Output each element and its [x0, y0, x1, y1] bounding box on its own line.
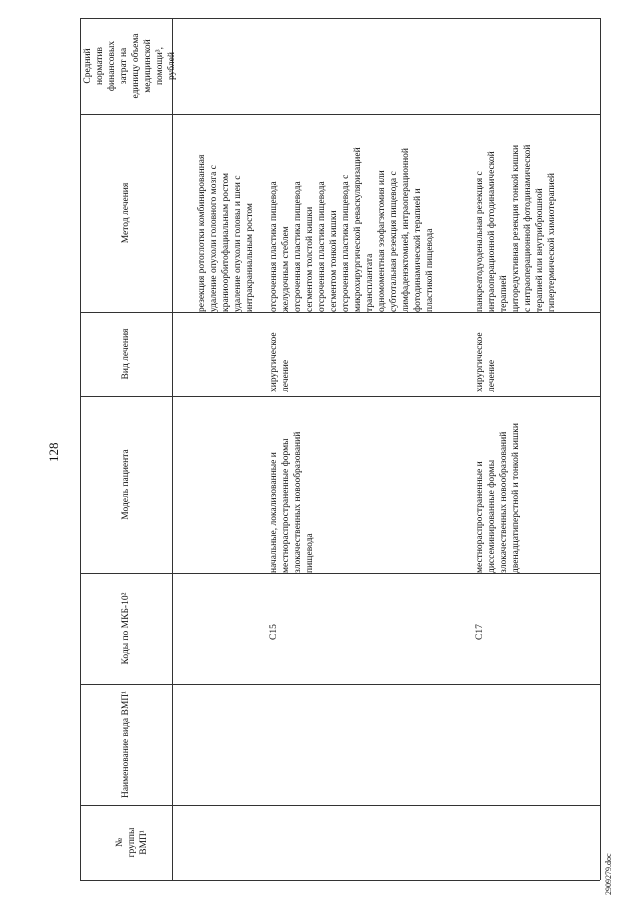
page-number: 128 — [46, 442, 61, 462]
method-line: резекция ротоглотки комбинированная — [197, 154, 207, 312]
header-treatment-method: Метод лечения — [121, 182, 131, 244]
row-c15-methods: отсроченная пластика пищевода желудочным стеблем отсроченная пластика пищевода сегментом толстой кишки отсроченная пластика пищевода сегментом тонкой кишки отсроченная пластика пищевода с микрохирургической реваскуляризацией трансплантата одномоментная эзофагэктомия или субтотальная резекция пищевода с лимфаденэктомией, интраоперационной фотодинамической терапией и пластикой пищевода — [269, 147, 435, 312]
continuation-methods — [196, 155, 256, 312]
header-treatment-type: Вид лечения — [121, 328, 131, 380]
file-name: 2909279.doc — [604, 853, 613, 895]
header-avg-cost: Средний норматив финансовых затрат на единицу объема медицинской помощи³, рублей — [83, 33, 177, 99]
row-c15-code: C15 — [269, 624, 279, 640]
method-line: интракраниальным ростом — [245, 203, 255, 312]
row-c17-methods: панкреатодуоденальная резекция с интраоперационной фотодинамической терапией циторедуктивная резекция тонкой кишки с интраоперационной фотодинамической терапией или внутрибрюшной гипертермической химиотерапией — [475, 144, 557, 312]
header-mkb-codes: Коды по МКБ-10² — [121, 592, 131, 665]
row-c15-patient-model: начальные, локализованные и местнораспространенные формы злокачественных новообразований пищевода — [269, 431, 315, 573]
header-group-no: № группы ВМП¹ — [115, 827, 149, 858]
method-line: удаление опухоли головы и шеи с — [233, 175, 243, 312]
header-vmp-name: Наименование вида ВМП¹ — [121, 690, 131, 799]
header-patient-model: Модель пациента — [121, 449, 131, 520]
row-c17-patient-model: местнораспространенные и диссеминированные формы злокачественных новообразований двенадцатиперстной и тонкой кишки — [475, 423, 521, 573]
row-c17-treatment-type: хирургическое лечение — [475, 332, 497, 392]
row-c15-treatment-type: хирургическое лечение — [269, 332, 291, 392]
method-line: краниоорбитофациальным ростом — [221, 172, 231, 312]
method-line: удаление опухоли головного мозга с — [209, 165, 219, 312]
row-c17-code: C17 — [475, 624, 485, 640]
